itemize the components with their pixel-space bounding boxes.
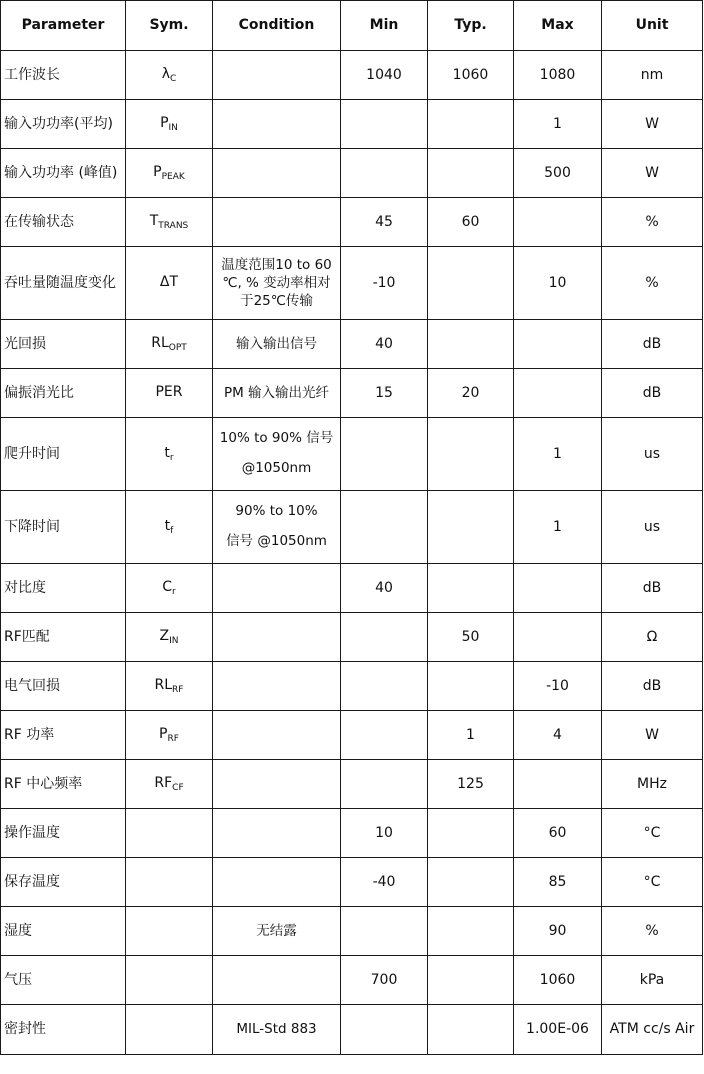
typ-cell bbox=[428, 858, 514, 907]
typ-cell bbox=[428, 564, 514, 613]
header-parameter: Parameter bbox=[1, 1, 126, 51]
symbol-main: t bbox=[164, 444, 170, 461]
min-cell bbox=[341, 1005, 428, 1055]
max-cell: 1060 bbox=[514, 956, 602, 1005]
unit-cell: W bbox=[602, 149, 703, 198]
parameter-cell: 保存温度 bbox=[1, 858, 126, 907]
min-cell bbox=[341, 760, 428, 809]
min-cell: 40 bbox=[341, 564, 428, 613]
max-cell: 500 bbox=[514, 149, 602, 198]
symbol-cell bbox=[126, 320, 213, 369]
symbol-cell bbox=[126, 100, 213, 149]
condition-cell bbox=[213, 858, 341, 907]
table-row bbox=[1, 760, 703, 809]
max-cell: 1 bbox=[514, 418, 602, 491]
max-cell: 85 bbox=[514, 858, 602, 907]
max-cell: -10 bbox=[514, 662, 602, 711]
unit-cell: ATM cc/s Air bbox=[602, 1005, 703, 1055]
symbol-main: λ bbox=[161, 65, 170, 82]
min-cell: -10 bbox=[341, 247, 428, 320]
symbol-cell bbox=[126, 907, 213, 956]
condition-line: 90% to 10% bbox=[235, 503, 318, 520]
symbol-main: P bbox=[153, 163, 162, 180]
symbol-subscript: RF bbox=[172, 684, 184, 695]
max-cell bbox=[514, 564, 602, 613]
parameter-cell: 输入功功率(平均) bbox=[1, 100, 126, 149]
condition-line: 温度范围10 to 60 bbox=[221, 256, 332, 273]
symbol-cell bbox=[126, 198, 213, 247]
unit-cell: dB bbox=[602, 369, 703, 418]
symbol-main: t bbox=[164, 517, 171, 534]
min-cell: 1040 bbox=[341, 51, 428, 100]
max-cell bbox=[514, 613, 602, 662]
typ-cell bbox=[428, 149, 514, 198]
table-row bbox=[1, 564, 703, 613]
condition-cell bbox=[213, 711, 341, 760]
symbol-subscript: f bbox=[170, 525, 174, 536]
symbol-cell bbox=[126, 418, 213, 491]
min-cell bbox=[341, 907, 428, 956]
table-row bbox=[1, 418, 703, 491]
symbol-subscript: PEAK bbox=[161, 171, 185, 182]
unit-cell: W bbox=[602, 100, 703, 149]
symbol-subscript: OPT bbox=[168, 342, 187, 353]
symbol-cell bbox=[126, 662, 213, 711]
max-cell bbox=[514, 760, 602, 809]
min-cell bbox=[341, 491, 428, 564]
unit-cell: Ω bbox=[602, 613, 703, 662]
header-max: Max bbox=[514, 1, 602, 51]
symbol-cell bbox=[126, 809, 213, 858]
min-cell: 15 bbox=[341, 369, 428, 418]
table-row bbox=[1, 613, 703, 662]
table-row bbox=[1, 369, 703, 418]
unit-cell: W bbox=[602, 711, 703, 760]
condition-cell: PM 输入输出光纤 bbox=[213, 369, 341, 418]
parameter-cell: 吞吐量随温度变化 bbox=[1, 247, 126, 320]
typ-cell bbox=[428, 320, 514, 369]
unit-cell: MHz bbox=[602, 760, 703, 809]
unit-cell: % bbox=[602, 198, 703, 247]
symbol-cell bbox=[126, 711, 213, 760]
symbol-main: T bbox=[149, 212, 159, 229]
parameter-cell: RF 中心频率 bbox=[1, 760, 126, 809]
symbol-cell bbox=[126, 956, 213, 1005]
table-row bbox=[1, 858, 703, 907]
condition-cell bbox=[213, 149, 341, 198]
condition-cell bbox=[213, 418, 341, 491]
table-row bbox=[1, 809, 703, 858]
typ-cell bbox=[428, 907, 514, 956]
max-cell: 1080 bbox=[514, 51, 602, 100]
parameter-cell: 湿度 bbox=[1, 907, 126, 956]
symbol-main: P bbox=[160, 114, 169, 131]
max-cell bbox=[514, 320, 602, 369]
typ-cell bbox=[428, 100, 514, 149]
table-row bbox=[1, 149, 703, 198]
symbol-main: RL bbox=[151, 334, 169, 351]
min-cell: 40 bbox=[341, 320, 428, 369]
header-unit: Unit bbox=[602, 1, 703, 51]
condition-cell bbox=[213, 760, 341, 809]
symbol-subscript: r bbox=[172, 586, 176, 597]
condition-cell bbox=[213, 956, 341, 1005]
symbol-cell bbox=[126, 613, 213, 662]
condition-cell bbox=[213, 51, 341, 100]
condition-cell bbox=[213, 198, 341, 247]
max-cell: 60 bbox=[514, 809, 602, 858]
condition-line: ℃, % 变动率相对 bbox=[222, 274, 331, 291]
header-row bbox=[1, 1, 703, 51]
condition-cell bbox=[213, 100, 341, 149]
symbol-main: RF bbox=[154, 774, 173, 791]
max-cell: 10 bbox=[514, 247, 602, 320]
parameter-cell: 气压 bbox=[1, 956, 126, 1005]
min-cell bbox=[341, 711, 428, 760]
unit-cell: us bbox=[602, 491, 703, 564]
parameter-cell: 密封性 bbox=[1, 1005, 126, 1055]
symbol-main: Z bbox=[159, 627, 170, 644]
unit-cell: nm bbox=[602, 51, 703, 100]
max-cell bbox=[514, 369, 602, 418]
table-row bbox=[1, 907, 703, 956]
typ-cell bbox=[428, 662, 514, 711]
min-cell bbox=[341, 418, 428, 491]
condition-line: @1050nm bbox=[241, 460, 312, 476]
typ-cell bbox=[428, 809, 514, 858]
parameter-cell: 操作温度 bbox=[1, 809, 126, 858]
table-row bbox=[1, 320, 703, 369]
unit-cell: dB bbox=[602, 564, 703, 613]
condition-cell bbox=[213, 564, 341, 613]
parameter-cell: 爬升时间 bbox=[1, 418, 126, 491]
symbol-subscript: TRANS bbox=[158, 220, 189, 231]
table-row bbox=[1, 51, 703, 100]
parameter-cell: RF匹配 bbox=[1, 613, 126, 662]
header-condition: Condition bbox=[213, 1, 341, 51]
unit-cell: °C bbox=[602, 858, 703, 907]
symbol-subscript: RF bbox=[167, 733, 179, 744]
condition-cell bbox=[213, 247, 341, 320]
max-cell: 1 bbox=[514, 491, 602, 564]
symbol-cell bbox=[126, 51, 213, 100]
table-row bbox=[1, 247, 703, 320]
min-cell bbox=[341, 100, 428, 149]
parameter-cell: 工作波长 bbox=[1, 51, 126, 100]
symbol-cell bbox=[126, 858, 213, 907]
symbol-subscript: r bbox=[169, 452, 174, 463]
max-cell: 90 bbox=[514, 907, 602, 956]
max-cell: 1.00E-06 bbox=[514, 1005, 602, 1055]
symbol-cell bbox=[126, 369, 213, 418]
min-cell: 700 bbox=[341, 956, 428, 1005]
parameter-cell: 光回损 bbox=[1, 320, 126, 369]
min-cell bbox=[341, 662, 428, 711]
symbol-cell bbox=[126, 491, 213, 564]
condition-cell: MIL-Std 883 bbox=[213, 1005, 341, 1055]
typ-cell bbox=[428, 491, 514, 564]
symbol-cell bbox=[126, 149, 213, 198]
parameter-cell: 在传输状态 bbox=[1, 198, 126, 247]
parameter-cell: 电气回损 bbox=[1, 662, 126, 711]
symbol-main: RL bbox=[154, 676, 173, 693]
header-typ: Typ. bbox=[428, 1, 514, 51]
typ-cell bbox=[428, 247, 514, 320]
typ-cell: 50 bbox=[428, 613, 514, 662]
condition-cell bbox=[213, 491, 341, 564]
min-cell bbox=[341, 613, 428, 662]
table-row bbox=[1, 491, 703, 564]
typ-cell bbox=[428, 418, 514, 491]
parameter-cell: RF 功率 bbox=[1, 711, 126, 760]
unit-cell: % bbox=[602, 907, 703, 956]
parameter-cell: 输入功功率 (峰值) bbox=[1, 149, 126, 198]
max-cell: 1 bbox=[514, 100, 602, 149]
unit-cell: kPa bbox=[602, 956, 703, 1005]
symbol-main: C bbox=[162, 578, 173, 595]
symbol-subscript: CF bbox=[172, 782, 184, 793]
condition-cell bbox=[213, 809, 341, 858]
symbol-subscript: IN bbox=[169, 635, 179, 646]
table-row bbox=[1, 662, 703, 711]
min-cell bbox=[341, 149, 428, 198]
max-cell: 4 bbox=[514, 711, 602, 760]
parameter-cell: 对比度 bbox=[1, 564, 126, 613]
symbol-main: PER bbox=[155, 383, 183, 400]
unit-cell: °C bbox=[602, 809, 703, 858]
table-row bbox=[1, 198, 703, 247]
typ-cell bbox=[428, 956, 514, 1005]
condition-cell: 输入输出信号 bbox=[213, 320, 341, 369]
condition-cell bbox=[213, 613, 341, 662]
symbol-cell bbox=[126, 760, 213, 809]
symbol-cell bbox=[126, 247, 213, 320]
typ-cell: 60 bbox=[428, 198, 514, 247]
unit-cell: dB bbox=[602, 320, 703, 369]
typ-cell: 125 bbox=[428, 760, 514, 809]
typ-cell: 1 bbox=[428, 711, 514, 760]
parameter-cell: 下降时间 bbox=[1, 491, 126, 564]
symbol-cell bbox=[126, 564, 213, 613]
condition-line: 于25℃传输 bbox=[240, 293, 313, 310]
symbol-subscript: IN bbox=[168, 122, 178, 133]
typ-cell: 20 bbox=[428, 369, 514, 418]
typ-cell: 1060 bbox=[428, 51, 514, 100]
condition-cell: 无结露 bbox=[213, 907, 341, 956]
spec-table-body bbox=[1, 51, 703, 1055]
symbol-main: P bbox=[159, 725, 168, 742]
typ-cell bbox=[428, 1005, 514, 1055]
unit-cell: dB bbox=[602, 662, 703, 711]
table-row bbox=[1, 711, 703, 760]
table-row bbox=[1, 100, 703, 149]
min-cell: 45 bbox=[341, 198, 428, 247]
symbol-main: ΔT bbox=[159, 273, 179, 290]
condition-line: 信号 @1050nm bbox=[226, 533, 327, 549]
unit-cell: us bbox=[602, 418, 703, 491]
header-min: Min bbox=[341, 1, 428, 51]
min-cell: -40 bbox=[341, 858, 428, 907]
symbol-subscript: C bbox=[170, 73, 177, 84]
min-cell: 10 bbox=[341, 809, 428, 858]
symbol-cell bbox=[126, 1005, 213, 1055]
parameter-cell: 偏振消光比 bbox=[1, 369, 126, 418]
table-row bbox=[1, 956, 703, 1005]
unit-cell: % bbox=[602, 247, 703, 320]
max-cell bbox=[514, 198, 602, 247]
condition-line: 10% to 90% 信号 bbox=[219, 430, 334, 447]
header-sym: Sym. bbox=[126, 1, 213, 51]
condition-cell bbox=[213, 662, 341, 711]
table-row bbox=[1, 1005, 703, 1055]
